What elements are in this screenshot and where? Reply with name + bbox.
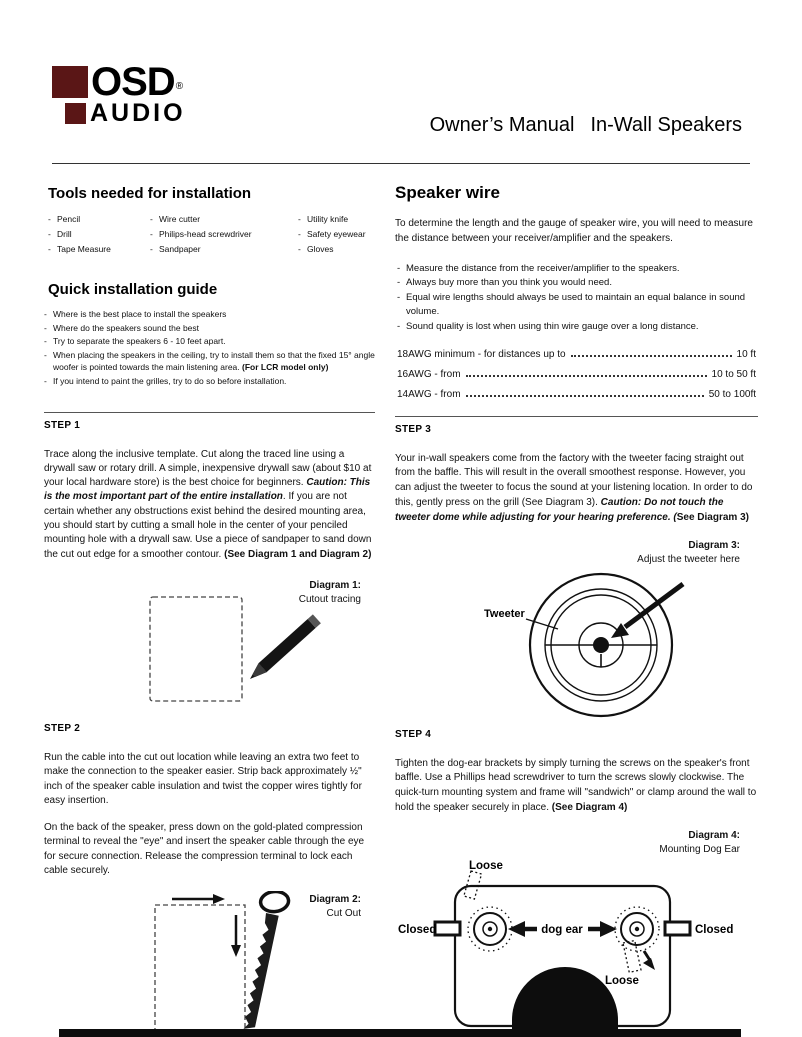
gauge-row-16awg: 16AWG - from 10 to 50 ft [397, 368, 756, 380]
osd-audio-logo [52, 60, 186, 127]
left-screw [468, 907, 512, 951]
speaker-wire-list [397, 262, 758, 334]
tool-item: - Tape Measure [48, 244, 111, 254]
logo-block-icon [52, 66, 88, 98]
logo-audio-text: AUDIO [90, 99, 186, 127]
list-item: - Where do the speakers sound the best [44, 322, 200, 333]
closed-right-label: Closed [695, 923, 734, 936]
step1-heading: STEP 1 [44, 419, 81, 431]
tool-item: - Safety eyewear [298, 229, 366, 239]
loose-bottom-label: Loose [605, 974, 639, 987]
step2-paragraph-2: On the back of the speaker, press down on the gold-plated compression terminal to reveal the "eye" and insert the speaker cable through the eye for secure connection. Release the compression terminal to lock each cable securely. [44, 822, 365, 877]
loose-bottom-arrow [643, 951, 655, 970]
logo-osd-text: OSD® [91, 60, 183, 104]
right-screw [615, 907, 659, 951]
step1-paragraph: Trace along the inclusive template. Cut along the traced line using a drywall saw or rotary drill. A simple, inexpensive drywall saw (about $10 at your local hardware store) is the best choice for beginners. Caution: This is the most important part of the entire installation. If you are not certain whether any obstructions exist behind the desired mounting area, you should start by cutting a small hole in the center of your penciled mounting hole with a drywall saw. Use a piece of sandpaper to sand down the cut out edge for a smoother contour. (See Diagram 1 and Diagram 2) [44, 448, 372, 560]
title-product: In-Wall Speakers [590, 114, 742, 136]
list-item: - Sound quality is lost when using thin wire gauge over a long distance. [397, 320, 699, 332]
tool-item: - Philips-head screwdriver [150, 229, 252, 239]
cutout-dashed-rect [150, 597, 242, 701]
list-item: - Try to separate the speakers 6 - 10 feet apart. [44, 336, 226, 347]
wire-gauge-table [397, 349, 756, 400]
dog-ear-arrow-right [588, 921, 617, 937]
dog-ear-label: dog ear [541, 923, 583, 936]
diagram1-label: Diagram 1: Cutout tracing [298, 579, 361, 605]
tools-list [48, 212, 375, 257]
tool-item: - Utility knife [298, 214, 349, 224]
tool-item: - Sandpaper [150, 244, 201, 254]
logo-block-small-icon [65, 103, 86, 124]
step3-heading: STEP 3 [395, 423, 432, 435]
left-column [44, 185, 375, 1037]
registered-mark: ® [175, 81, 183, 92]
dot-leader [466, 395, 704, 397]
tweeter-label: Tweeter [484, 607, 525, 620]
tools-heading: Tools needed for installation [48, 185, 252, 202]
dot-leader [571, 355, 732, 357]
list-item: - Measure the distance from the receiver/amplifier to the speakers. [397, 262, 680, 274]
tools-column-1 [48, 212, 150, 257]
speaker-wire-intro: To determine the length and the gauge of speaker wire, you will need to measure the distance between your receiver/amplifier and the speakers. [395, 218, 753, 244]
list-item: - Equal wire lengths should always be used to maintain an equal balance in sound volume. [397, 292, 746, 317]
step3-divider [395, 416, 758, 417]
list-item: - Where is the best place to install the speakers [44, 309, 227, 319]
step2-paragraph-1: Run the cable into the cut out location while leaving an extra two feet to make the connection to the speaker easier. Strip back approximately ½" inch of the speaker cable insulation and twist the copper wires tightly for easy insertion. [44, 751, 362, 806]
tool-item: - Wire cutter [150, 214, 201, 224]
dog-ear-arrow-left [508, 921, 537, 937]
step4-heading: STEP 4 [395, 728, 432, 740]
tweeter-callout-line [526, 619, 558, 629]
list-item: - Always buy more than you think you would need. [397, 277, 612, 289]
quick-guide-list [44, 308, 375, 388]
footer-bar [59, 1029, 741, 1037]
dot-leader [466, 375, 707, 377]
gauge-row-18awg: 18AWG minimum - for distances up to 10 ft [397, 348, 756, 360]
dog-ear-illustration [395, 859, 735, 1029]
closed-tab-right [665, 922, 690, 935]
diagram-2 [44, 891, 375, 1037]
step1-divider [44, 412, 375, 413]
gauge-row-14awg: 14AWG - from 50 to 100ft [397, 388, 756, 400]
diagram3-label: Diagram 3: Adjust the tweeter here [637, 539, 740, 565]
tool-item: - Gloves [298, 244, 334, 254]
tweeter-adjust-illustration [395, 569, 735, 721]
title-owners-manual: Owner’s Manual [429, 114, 575, 136]
woofer-dome [512, 967, 618, 1029]
loose-top-label: Loose [469, 859, 503, 872]
tools-column-3 [298, 212, 375, 257]
speaker-wire-heading: Speaker wire [395, 183, 500, 202]
tool-item: - Pencil [48, 214, 81, 224]
step2-heading: STEP 2 [44, 722, 81, 734]
tool-item: - Drill [48, 229, 72, 239]
pencil-icon [246, 614, 321, 683]
diagram-1 [44, 575, 375, 717]
right-column [395, 183, 758, 1029]
closed-tab-left [435, 922, 460, 935]
cutout-dashed-rect-2 [155, 905, 245, 1031]
diagram2-label: Diagram 2: Cut Out [309, 894, 361, 920]
closed-left-label: Closed [398, 923, 437, 936]
page-title [430, 114, 742, 137]
step4-paragraph: Tighten the dog-ear brackets by simply turning the screws on the speaker's front baffle. Use a Phillips head screwdriver to turn the screws slowly clockwise. The quick-turn mounting system and frame will "sandwich" or clamp around the wall to hold the speaker securely in place. (See Diagram 4) [395, 757, 757, 813]
list-item: - When placing the speakers in the ceiling, try to install them so that the fixed 15° angle woofer is pointed towards the main listening area. (For LCR model only) [44, 349, 375, 373]
cut-direction-arrow-down [231, 915, 241, 957]
tools-column-2 [150, 212, 298, 257]
quick-guide-heading: Quick installation guide [48, 281, 218, 298]
list-item: - If you intend to paint the grilles, try to do so before installation. [44, 375, 287, 386]
diagram4-label: Diagram 4: Mounting Dog Ear [659, 829, 740, 855]
header-divider [52, 163, 750, 164]
lcr-note: (For LCR model only) [242, 362, 329, 373]
tweeter-dome [593, 637, 609, 653]
step3-paragraph: Your in-wall speakers come from the factory with the tweeter facing straight out from the baffle. This will result in the overall smoothest response. However, you can adjust the tweeter to focus the sound at your listening location. In order to do this, gently press on the grill (See Diagram 3). Caution: Do not touch the tweeter dome while adjusting for your hearing preference. (See Diagram 3) [395, 452, 753, 523]
